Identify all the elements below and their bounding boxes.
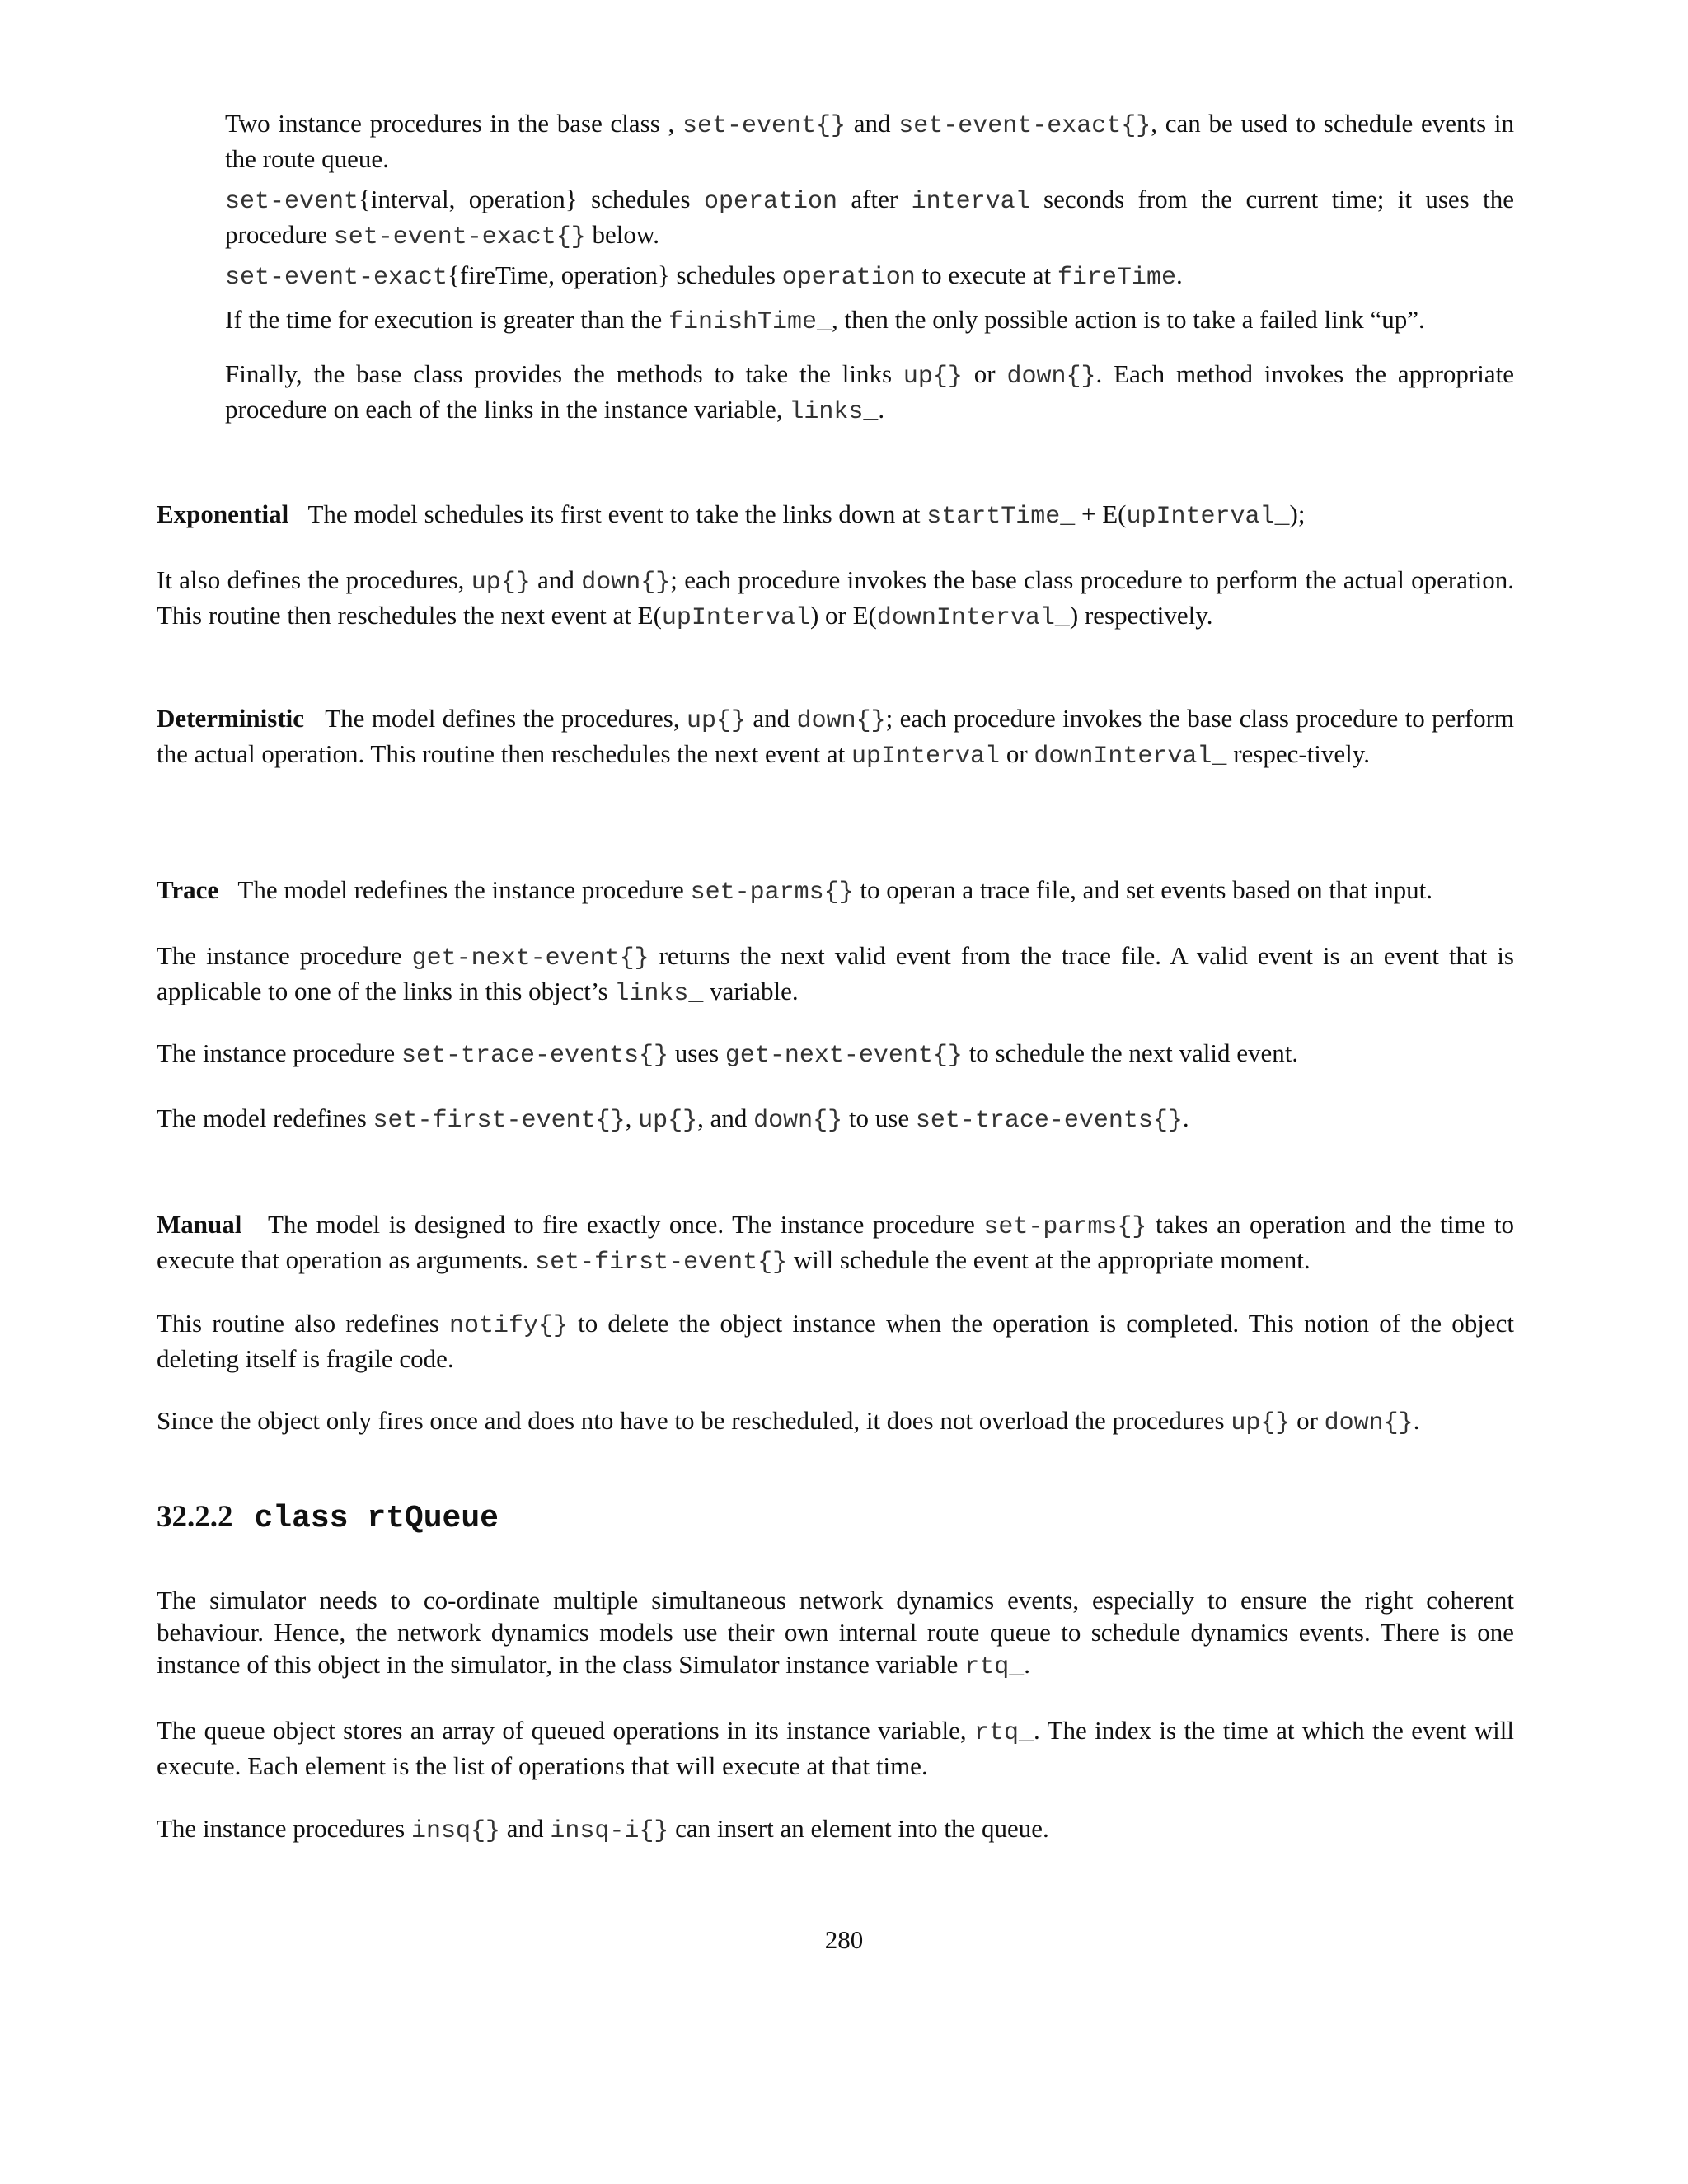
text: . xyxy=(1182,1104,1189,1132)
paragraph-rtqueue-array xyxy=(157,1714,1514,1782)
text: ; each procedure invokes the base class procedure to perform the actual operation. This routine then reschedules the next event at xyxy=(157,704,1515,768)
code: startTime_ xyxy=(926,503,1076,531)
text: The instance procedure xyxy=(157,1038,401,1067)
code: upInterval xyxy=(661,604,810,632)
text: , then the only possible action is to take a failed link “up”. xyxy=(832,305,1425,334)
paragraph-finish-time xyxy=(225,303,1514,339)
text: or xyxy=(962,359,1007,388)
paragraph-set-event-intro xyxy=(225,107,1514,175)
page-number: 280 xyxy=(824,1925,864,1954)
section-heading xyxy=(157,1498,499,1538)
run-in-heading: Exponential xyxy=(157,499,289,528)
text: . The index is the time at which the event will execute. Each element is the list of operations that will execute at that time. xyxy=(157,1716,1514,1780)
text: ); xyxy=(1289,499,1306,528)
code: set-first-event{} xyxy=(535,1249,788,1277)
text: after xyxy=(837,185,912,213)
text: seconds from the current time; it uses the procedure xyxy=(225,185,1514,249)
text: takes an operation and the time to execute that operation as arguments. xyxy=(157,1210,1514,1274)
code: links_ xyxy=(789,398,879,426)
run-in-heading: Trace xyxy=(157,875,219,904)
code: fireTime xyxy=(1057,264,1176,292)
code: set-trace-events{} xyxy=(401,1042,668,1070)
text: The queue object stores an array of queued operations in its instance variable, xyxy=(157,1716,975,1745)
text: ) respectively. xyxy=(1069,601,1213,630)
code: upInterval xyxy=(851,743,1001,771)
code: set-event xyxy=(225,188,359,216)
paragraph-set-trace-events xyxy=(157,1037,1514,1072)
text: and xyxy=(500,1814,551,1843)
code: set-parms{} xyxy=(983,1213,1147,1241)
code: get-next-event{} xyxy=(724,1042,963,1070)
code: down{} xyxy=(1324,1409,1414,1437)
paragraph-rtqueue-intro xyxy=(157,1584,1514,1684)
code: down{} xyxy=(1006,363,1096,391)
text: ) or E( xyxy=(809,601,877,630)
paragraph-set-event xyxy=(225,183,1514,254)
text: can insert an element into the queue. xyxy=(668,1814,1049,1843)
text: The model schedules its first event to take the links down at xyxy=(307,499,927,528)
paragraph-set-event-exact xyxy=(225,259,1514,294)
code: set-event{} xyxy=(682,112,846,140)
text: The model redefines the instance procedure xyxy=(237,875,691,904)
run-in-heading: Deterministic xyxy=(157,704,305,733)
paragraph-trace xyxy=(157,874,1514,909)
text: Finally, the base class provides the methods to take the links xyxy=(225,359,903,388)
paragraph-insq xyxy=(157,1812,1514,1848)
code: interval xyxy=(911,188,1030,216)
text: and xyxy=(846,109,899,138)
text: , xyxy=(625,1104,639,1132)
text: Two instance procedures in the base class , xyxy=(225,109,682,138)
code: down{} xyxy=(753,1107,843,1135)
text: . Each method invokes the appropriate procedure on each of the links in the instance variable, xyxy=(225,359,1514,424)
code: notify{} xyxy=(448,1312,568,1340)
paragraph-exponential xyxy=(157,498,1514,533)
text: returns the next valid event from the trace file. A valid event is an event that is applicable to one of the links in this object’s xyxy=(157,941,1514,1005)
text: The model redefines xyxy=(157,1104,373,1132)
text: to operan a trace file, and set events based on that input. xyxy=(853,875,1433,904)
code: up{} xyxy=(1231,1409,1291,1437)
text: {fireTime, operation} schedules xyxy=(448,260,782,289)
text: If the time for execution is greater than the xyxy=(225,305,668,334)
text: variable. xyxy=(703,977,799,1005)
code: links_ xyxy=(614,980,704,1008)
text: It also defines the procedures, xyxy=(157,565,471,594)
text: , and xyxy=(697,1104,754,1132)
paragraph-exponential-procedures xyxy=(157,564,1514,635)
code: down{} xyxy=(796,707,886,735)
code: up{} xyxy=(638,1107,698,1135)
text: The instance procedures xyxy=(157,1814,412,1843)
code: set-parms{} xyxy=(690,879,854,907)
code: finishTime_ xyxy=(668,308,832,336)
code: downInterval_ xyxy=(876,604,1070,632)
text: will schedule the event at the appropriate moment. xyxy=(787,1245,1311,1274)
code: rtq_ xyxy=(964,1653,1025,1681)
text: . xyxy=(1413,1406,1420,1435)
code: insq-i{} xyxy=(550,1817,669,1845)
text: or xyxy=(1000,739,1034,768)
code: insq{} xyxy=(411,1817,501,1845)
code: get-next-event{} xyxy=(411,944,649,972)
text: The instance procedure xyxy=(157,941,412,970)
code: operation xyxy=(781,264,916,292)
text: and xyxy=(530,565,582,594)
paragraph-manual xyxy=(157,1208,1514,1279)
code: rtq_ xyxy=(974,1719,1034,1747)
code: set-event-exact xyxy=(225,264,448,292)
text: + E( xyxy=(1075,499,1127,528)
text: . xyxy=(1024,1650,1030,1679)
text: The model is designed to fire exactly once. The instance procedure xyxy=(267,1210,984,1239)
text: to delete the object instance when the operation is completed. This notion of the object deleting itself is fragile code. xyxy=(157,1309,1514,1373)
code: set-event-exact{} xyxy=(333,223,586,251)
text: . xyxy=(878,395,885,424)
paragraph-up-down-methods xyxy=(225,358,1514,429)
code: set-first-event{} xyxy=(373,1107,626,1135)
text: or xyxy=(1290,1406,1325,1435)
text: uses xyxy=(668,1038,725,1067)
code: up{} xyxy=(687,707,747,735)
paragraph-notify xyxy=(157,1307,1514,1375)
paragraph-trace-redefines xyxy=(157,1102,1514,1137)
paragraph-fires-once xyxy=(157,1404,1514,1440)
run-in-heading: Manual xyxy=(157,1210,242,1239)
section-title: class rtQueue xyxy=(254,1501,499,1536)
text: The model defines the procedures, xyxy=(325,704,687,733)
code: up{} xyxy=(471,569,531,597)
text: to use xyxy=(842,1104,916,1132)
section-number: 32.2.2 xyxy=(157,1500,233,1534)
paragraph-get-next-event xyxy=(157,940,1514,1010)
text: Since the object only fires once and does nto have to be rescheduled, it does not overload the procedures xyxy=(157,1406,1231,1435)
text: respec-tively. xyxy=(1226,739,1371,768)
paragraph-deterministic xyxy=(157,702,1514,773)
code: set-trace-events{} xyxy=(915,1107,1183,1135)
text: , can be used to schedule events in the route queue. xyxy=(225,109,1514,173)
code: upInterval_ xyxy=(1126,503,1290,531)
code: operation xyxy=(703,188,838,216)
text: to schedule the next valid event. xyxy=(962,1038,1299,1067)
code: up{} xyxy=(903,363,963,391)
code: down{} xyxy=(581,569,671,597)
text: The simulator needs to co-ordinate multiple simultaneous network dynamics events, especially to ensure the right coherent behaviour. Hence, the network dynamics models use their own internal route queue to schedule dynamics events. There is one instance of this object in the simulator, in the class Simulator instance variable xyxy=(157,1586,1514,1679)
text: {interval, operation} schedules xyxy=(359,185,704,213)
code: downInterval_ xyxy=(1034,743,1227,771)
text: and xyxy=(746,704,797,733)
text: . xyxy=(1175,260,1183,289)
text: This routine also redefines xyxy=(157,1309,449,1338)
text: below. xyxy=(585,220,659,249)
text: to execute at xyxy=(915,260,1057,289)
text: ; each procedure invokes the base class procedure to perform the actual operation. This routine then reschedules the next event at E( xyxy=(157,565,1514,630)
code: set-event-exact{} xyxy=(898,112,1151,140)
